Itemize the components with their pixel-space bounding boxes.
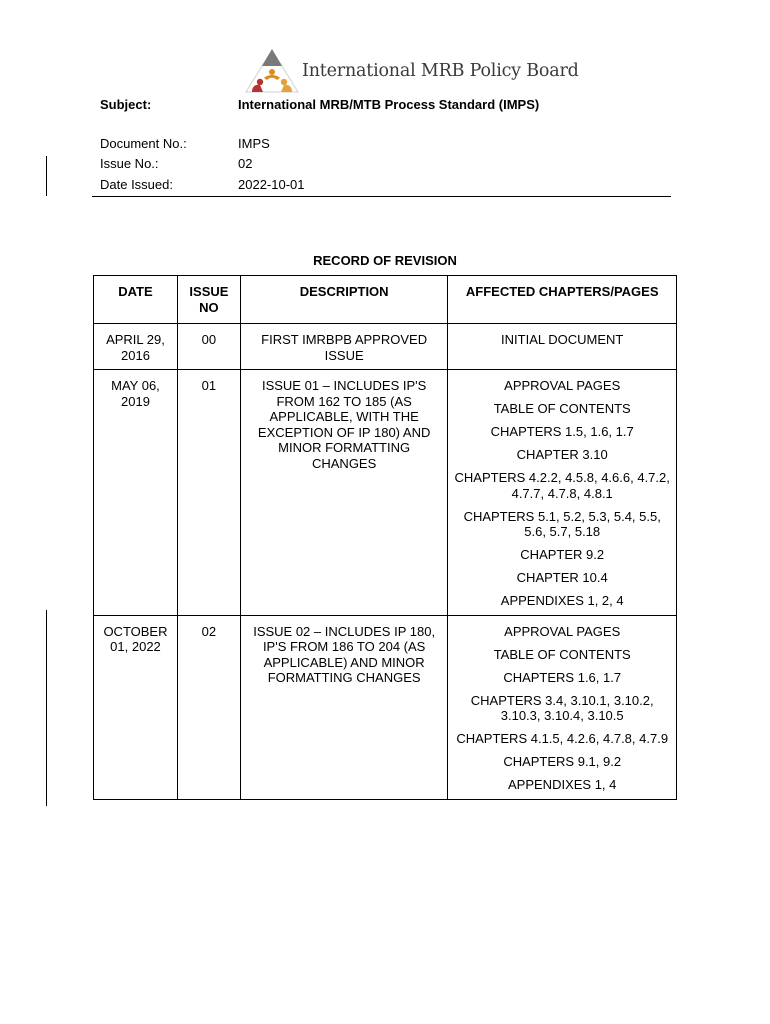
row-affected bbox=[448, 324, 677, 370]
affected-item: CHAPTERS 5.1, 5.2, 5.3, 5.4, 5.5, 5.6, 5.7, 5.18 bbox=[463, 508, 661, 539]
issue-no-value: 02 bbox=[238, 156, 253, 171]
subject-label: Subject: bbox=[100, 97, 152, 112]
row-affected bbox=[448, 615, 677, 799]
affected-item: CHAPTERS 9.1, 9.2 bbox=[503, 754, 622, 769]
affected-item: CHAPTERS 4.1.5, 4.2.6, 4.7.8, 4.7.9 bbox=[456, 731, 669, 746]
affected-item: TABLE OF CONTENTS bbox=[493, 646, 631, 662]
table-row bbox=[94, 370, 677, 616]
triangle-people-icon bbox=[244, 46, 300, 94]
row-date: MAY 06, 2019 bbox=[94, 370, 178, 616]
row-issue: 01 bbox=[177, 370, 240, 616]
affected-item: TABLE OF CONTENTS bbox=[493, 401, 631, 416]
col-header-description: DESCRIPTION bbox=[240, 276, 448, 324]
org-logo bbox=[244, 46, 579, 94]
date-issued-value: 2022-10-01 bbox=[238, 177, 305, 192]
row-issue: 02 bbox=[177, 615, 240, 799]
col-header-issue-no: ISSUE NO bbox=[177, 276, 240, 324]
row-description: FIRST IMRBPB APPROVED ISSUE bbox=[240, 324, 448, 370]
affected-item: CHAPTERS 1.5, 1.6, 1.7 bbox=[490, 424, 634, 439]
table-header-row bbox=[94, 276, 677, 324]
revision-title: RECORD OF REVISION bbox=[313, 253, 457, 268]
table-row bbox=[94, 324, 677, 370]
change-bar bbox=[46, 156, 47, 196]
affected-item: CHAPTER 9.2 bbox=[520, 547, 605, 562]
affected-item: CHAPTERS 3.4, 3.10.1, 3.10.2, 3.10.3, 3.10.4, 3.10.5 bbox=[470, 692, 654, 723]
affected-item: INITIAL DOCUMENT bbox=[501, 332, 624, 347]
affected-item: CHAPTERS 1.6, 1.7 bbox=[503, 669, 622, 685]
date-issued-label: Date Issued: bbox=[100, 177, 173, 192]
org-name: International MRB Policy Board bbox=[302, 61, 579, 81]
affected-item: APPROVAL PAGES bbox=[504, 378, 621, 393]
header-divider bbox=[92, 196, 671, 197]
table-row bbox=[94, 615, 677, 799]
document-no-value: IMPS bbox=[238, 136, 270, 151]
revision-table bbox=[93, 275, 677, 800]
row-description: ISSUE 01 – INCLUDES IP'S FROM 162 TO 185 (AS APPLICABLE, WITH THE EXCEPTION OF IP 180) AND MINOR FORMATTING CHANGES bbox=[240, 370, 448, 616]
affected-item: APPENDIXES 1, 4 bbox=[508, 777, 617, 792]
affected-item: APPROVAL PAGES bbox=[504, 623, 621, 639]
col-header-date: DATE bbox=[94, 276, 178, 324]
affected-item: CHAPTERS 4.2.2, 4.5.8, 4.6.6, 4.7.2, 4.7.7, 4.7.8, 4.8.1 bbox=[454, 470, 670, 501]
issue-no-label: Issue No.: bbox=[100, 156, 159, 171]
col-header-affected: AFFECTED CHAPTERS/PAGES bbox=[448, 276, 677, 324]
affected-item: APPENDIXES 1, 2, 4 bbox=[500, 593, 624, 608]
row-issue: 00 bbox=[177, 324, 240, 370]
change-bar bbox=[46, 610, 47, 806]
row-date: APRIL 29, 2016 bbox=[94, 324, 178, 370]
row-affected bbox=[448, 370, 677, 616]
subject-value: International MRB/MTB Process Standard (IMPS) bbox=[238, 97, 540, 112]
affected-item: CHAPTER 10.4 bbox=[516, 570, 608, 585]
row-description: ISSUE 02 – INCLUDES IP 180, IP'S FROM 186 TO 204 (AS APPLICABLE) AND MINOR FORMATTING CHANGES bbox=[240, 615, 448, 799]
affected-item: CHAPTER 3.10 bbox=[516, 447, 608, 462]
document-no-label: Document No.: bbox=[100, 136, 187, 151]
row-date: OCTOBER 01, 2022 bbox=[94, 615, 178, 799]
